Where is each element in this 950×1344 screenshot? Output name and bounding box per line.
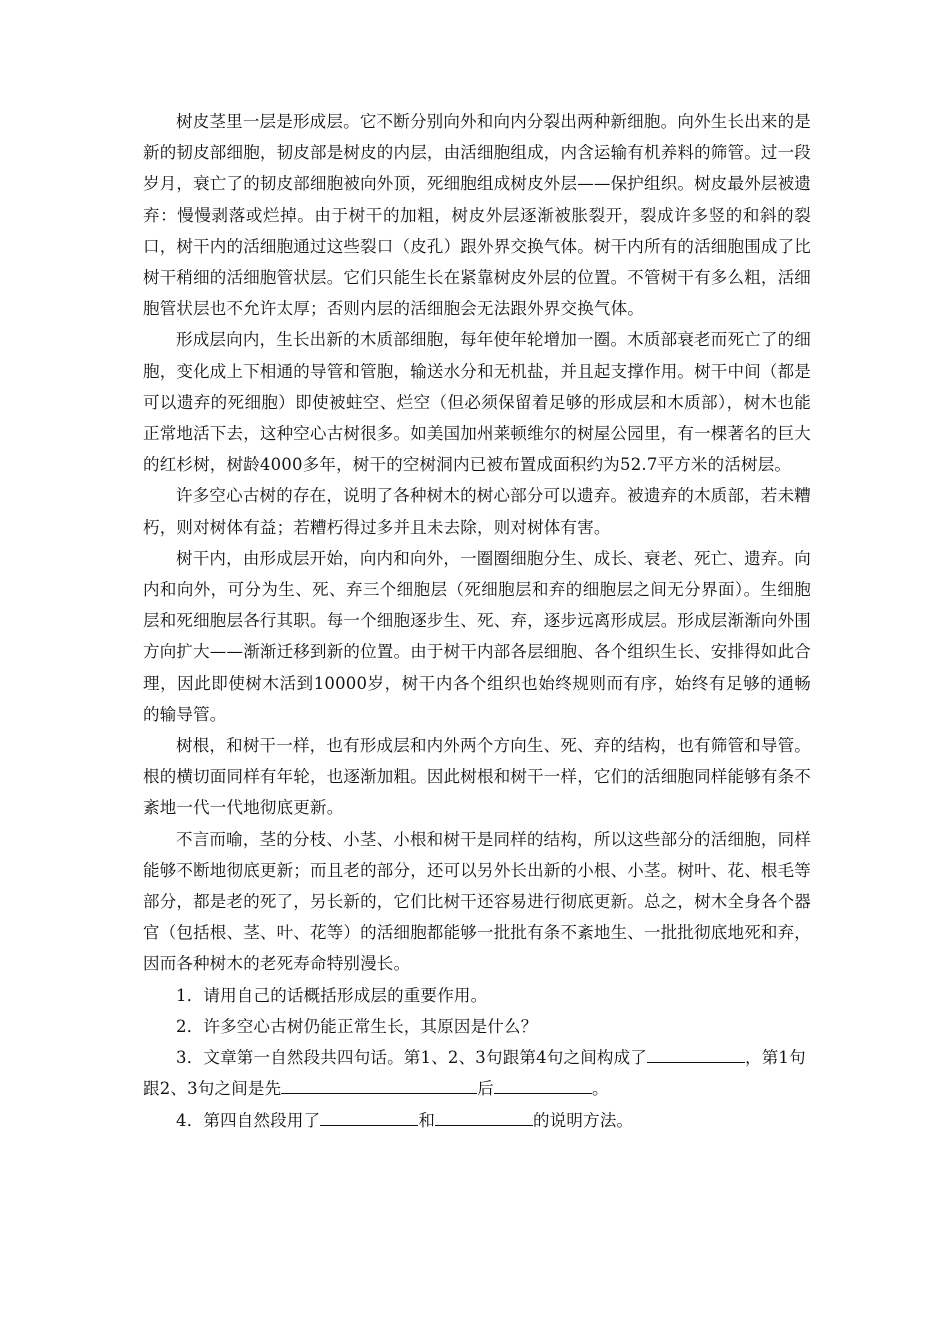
paragraph-4: 树干内，由形成层开始，向内和向外，一圈圈细胞分生、成长、衰老、死亡、遗弃。向内和向外，可分为生、死、弃三个细胞层（死细胞层和弃的细胞层之间无分界面）。生细胞层和死细胞层各行其职。每一个细胞逐步生、死、弃，逐步远离形成层。形成层渐渐向外围方向扩大——渐渐迁移到新的位置。由于树干内部各层细胞、各个组织生长、安排得如此合理，因此即使树木活到10000岁，树干内各个组织也始终规则而有序，始终有足够的通畅的输导管。 <box>143 548 811 724</box>
answer-blank-3c[interactable] <box>494 1077 592 1095</box>
question-3-text-a: 3．文章第一自然段共四句话。第1、2、3句跟第4句之间构成了 <box>176 1048 647 1068</box>
paragraph-2: 形成层向内，生长出新的木质部细胞，每年使年轮增加一圈。木质部衰老而死亡了的细胞，变化成上下相通的导管和管胞，输送水分和无机盐，并且起支撑作用。树干中间（都是可以遗弃的死细胞）即使被蛀空、烂空（但必须保留着足够的形成层和木质部），树木也能正常地活下去，这种空心古树很多。如美国加州莱顿维尔的树屋公园里，有一棵著名的巨大的红杉树，树龄4000多年，树干的空树洞内已被布置成面积约为52.7平方米的活树层。 <box>143 330 811 475</box>
answer-blank-3b[interactable] <box>281 1077 477 1095</box>
answer-blank-4b[interactable] <box>435 1108 533 1126</box>
question-3 <box>143 1042 811 1104</box>
question-3-text-c: 后 <box>477 1079 494 1099</box>
paragraph-1: 树皮茎里一层是形成层。它不断分别向外和向内分裂出两种新细胞。向外生长出来的是新的韧皮部细胞，韧皮部是树皮的内层，由活细胞组成，内含运输有机养料的筛管。过一段岁月，衰亡了的韧皮部细胞被向外顶，死细胞组成树皮外层——保护组织。树皮最外层被遗弃：慢慢剥落或烂掉。由于树干的加粗，树皮外层逐渐被胀裂开，裂成许多竖的和斜的裂口，树干内的活细胞通过这些裂口（皮孔）跟外界交换气体。树干内所有的活细胞围成了比树干稍细的活细胞管状层。它们只能生长在紧靠树皮外层的位置。不管树干有多么粗，活细胞管状层也不允许太厚；否则内层的活细胞会无法跟外界交换气体。 <box>143 112 811 319</box>
question-3-text-d: 。 <box>592 1079 609 1099</box>
paragraph-6: 不言而喻，茎的分枝、小茎、小根和树干是同样的结构，所以这些部分的活细胞，同样能够不断地彻底更新；而且老的部分，还可以另外长出新的小根、小茎。树叶、花、根毛等部分，都是老的死了，另长新的，它们比树干还容易进行彻底更新。总之，树木全身各个器官（包括根、茎、叶、花等）的活细胞都能够一批批有条不紊地生、一批批彻底地死和弃，因而各种树木的老死寿命特别漫长。 <box>143 829 811 974</box>
answer-blank-4a[interactable] <box>320 1108 418 1126</box>
question-2: 2．许多空心古树仍能正常生长，其原因是什么？ <box>176 1016 538 1036</box>
paragraph-3: 许多空心古树的存在，说明了各种树木的树心部分可以遗弃。被遗弃的木质部，若未糟朽，则对树体有益；若糟朽得过多并且未去除，则对树体有害。 <box>143 486 811 537</box>
question-4-text-a: 4．第四自然段用了 <box>176 1110 321 1130</box>
question-4 <box>143 1105 811 1136</box>
document-page <box>143 106 811 1136</box>
answer-blank-3a[interactable] <box>647 1046 745 1064</box>
question-4-text-c: 的说明方法。 <box>533 1110 634 1130</box>
question-4-text-b: 和 <box>418 1110 436 1130</box>
question-3-text-b: ，第1句跟2、3句之间是先 <box>143 1048 806 1099</box>
question-1: 1．请用自己的话概括形成层的重要作用。 <box>176 985 488 1005</box>
paragraph-5: 树根，和树干一样，也有形成层和内外两个方向生、死、弃的结构，也有筛管和导管。根的横切面同样有年轮，也逐渐加粗。因此树根和树干一样，它们的活细胞同样能够有条不紊地一代一代地彻底更新。 <box>143 736 811 818</box>
